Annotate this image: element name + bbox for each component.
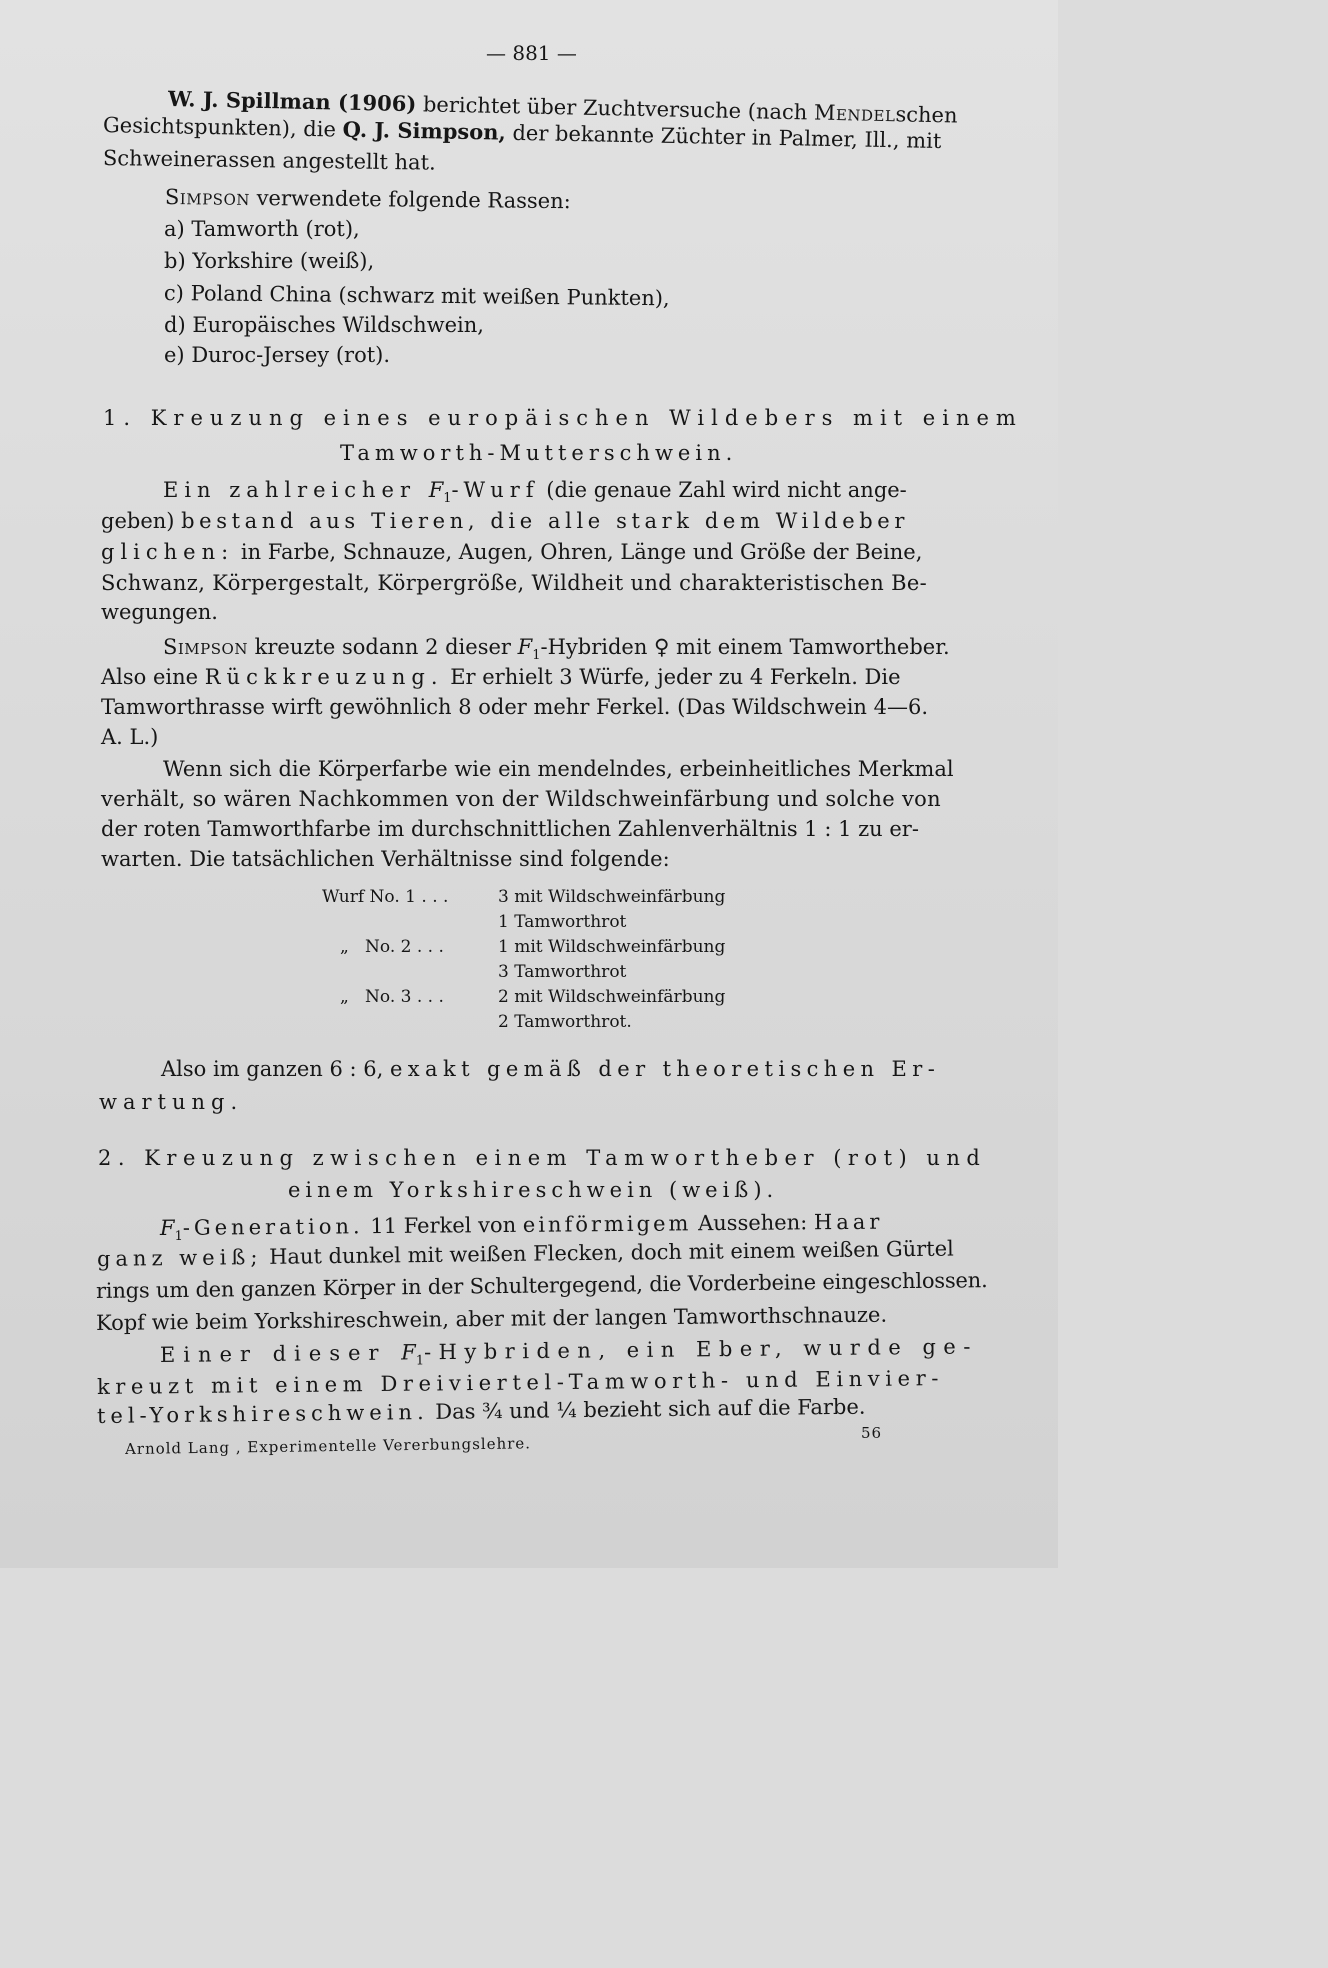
s1-p1-line5: wegungen.: [101, 600, 218, 624]
s1-p3-line2: verhält, so wären Nachkommen von der Wildschweinfärbung und solche von: [101, 787, 941, 811]
intro-line-1: W. J. Spillman (1906) berichtet über Zuchtversuche (nach Mendelschen: [167, 86, 958, 128]
breed-item: e) Duroc-Jersey (rot).: [164, 343, 391, 367]
litter-result: 1 Tamworthrot: [498, 912, 627, 932]
s1-p4-line1: Also im ganzen 6 : 6, exakt gemäß der theoretischen Er-: [161, 1057, 941, 1081]
intro-line-3: Schweinerassen angestellt hat.: [102, 146, 436, 175]
litter-result: 2 mit Wildschweinfärbung: [498, 987, 726, 1007]
s1-p2-line2: Also eine Rückkreuzung. Er erhielt 3 Würfe, jeder zu 4 Ferkeln. Die: [101, 665, 901, 689]
s1-p4-line2: wartung.: [99, 1090, 244, 1114]
litter-result: 3 mit Wildschweinfärbung: [498, 887, 726, 907]
breed-item: c) Poland China (schwarz mit weißen Punkten),: [163, 281, 670, 311]
s1-p2-line4: A. L.): [101, 725, 159, 749]
s1-p3-line1: Wenn sich die Körperfarbe wie ein mendelndes, erbeinheitliches Merkmal: [163, 757, 954, 781]
s2-p1-line2: ganz weiß; Haut dunkel mit weißen Flecken, doch mit einem weißen Gürtel: [96, 1236, 954, 1271]
s1-p1-line4: Schwanz, Körpergestalt, Körpergröße, Wildheit und charakteristischen Be-: [101, 571, 928, 595]
breed-item: d) Europäisches Wildschwein,: [164, 313, 484, 337]
section1-heading-line2: Tamworth-Mutterschwein.: [340, 441, 738, 465]
s1-p2-line1: Simpson kreuzte sodann 2 dieser $F_1$-Hybriden ♀ mit einem Tamwortheber.: [163, 635, 950, 664]
litter-result: 1 mit Wildschweinfärbung: [498, 937, 726, 957]
s1-p1-line3: glichen: in Farbe, Schnauze, Augen, Ohren, Länge und Größe der Beine,: [101, 540, 923, 564]
s2-p1-line3: rings um den ganzen Körper in der Schultergegend, die Vorderbeine eingeschlossen.: [95, 1268, 988, 1303]
section1-heading-line1: 1. Kreuzung eines europäischen Wildebers mit einem: [103, 406, 1023, 430]
s1-p1-line1: Ein zahlreicher $F_1$-Wurf (die genaue Zahl wird nicht ange-: [163, 478, 907, 507]
s2-p2-line3: tel-Yorkshireschwein. Das ¾ und ¼ bezieht sich auf die Farbe.: [96, 1394, 866, 1428]
litter-result: 2 Tamworthrot.: [498, 1012, 632, 1032]
s1-p3-line4: warten. Die tatsächlichen Verhältnisse sind folgende:: [101, 847, 670, 871]
s1-p3-line3: der roten Tamworthfarbe im durchschnittlichen Zahlenverhältnis 1 : 1 zu er-: [101, 817, 919, 841]
litter-table: [322, 885, 742, 1040]
section2-heading-line1: 2. Kreuzung zwischen einem Tamwortheber (rot) und: [98, 1146, 987, 1170]
s2-p1-line1: $F_1$-Generation. 11 Ferkel von einförmigem Aussehen: Haar: [159, 1209, 884, 1245]
litter-label: „ No. 2 . . .: [340, 937, 444, 957]
intro-line-2: Gesichtspunkten), die Q. J. Simpson, der bekannte Züchter in Palmer, Ill., mit: [102, 113, 942, 154]
s1-p1-line2: geben) bestand aus Tieren, die alle stark dem Wildeber: [101, 509, 909, 533]
signature-mark: 56: [861, 1424, 883, 1442]
simpson-name: Q. J. Simpson,: [342, 116, 507, 145]
litter-label: „ No. 3 . . .: [340, 987, 444, 1007]
section2-heading-line2: einem Yorkshireschwein (weiß).: [288, 1178, 779, 1202]
litter-result: 3 Tamworthrot: [498, 962, 627, 982]
page-number: — 881 —: [486, 41, 577, 65]
s2-p2-line2: kreuzt mit einem Dreiviertel-Tamworth- und Einvier-: [96, 1366, 945, 1399]
s2-p2-line1: Einer dieser $F_1$-Hybriden, ein Eber, wurde ge-: [159, 1334, 979, 1369]
breed-item: b) Yorkshire (weiß),: [164, 249, 375, 273]
breed-item: a) Tamworth (rot),: [164, 217, 360, 241]
s1-p2-line3: Tamworthrasse wirft gewöhnlich 8 oder mehr Ferkel. (Das Wildschwein 4—6.: [101, 695, 929, 719]
litter-label: Wurf No. 1 . . .: [322, 887, 449, 907]
breeds-intro: Simpson verwendete folgende Rassen:: [164, 185, 571, 214]
footer-citation: Arnold Lang , Experimentelle Vererbungslehre.: [124, 1434, 532, 1458]
s2-p1-line4: Kopf wie beim Yorkshireschwein, aber mit der langen Tamworthschnauze.: [95, 1302, 888, 1335]
author-name: W. J. Spillman (1906): [167, 86, 417, 117]
